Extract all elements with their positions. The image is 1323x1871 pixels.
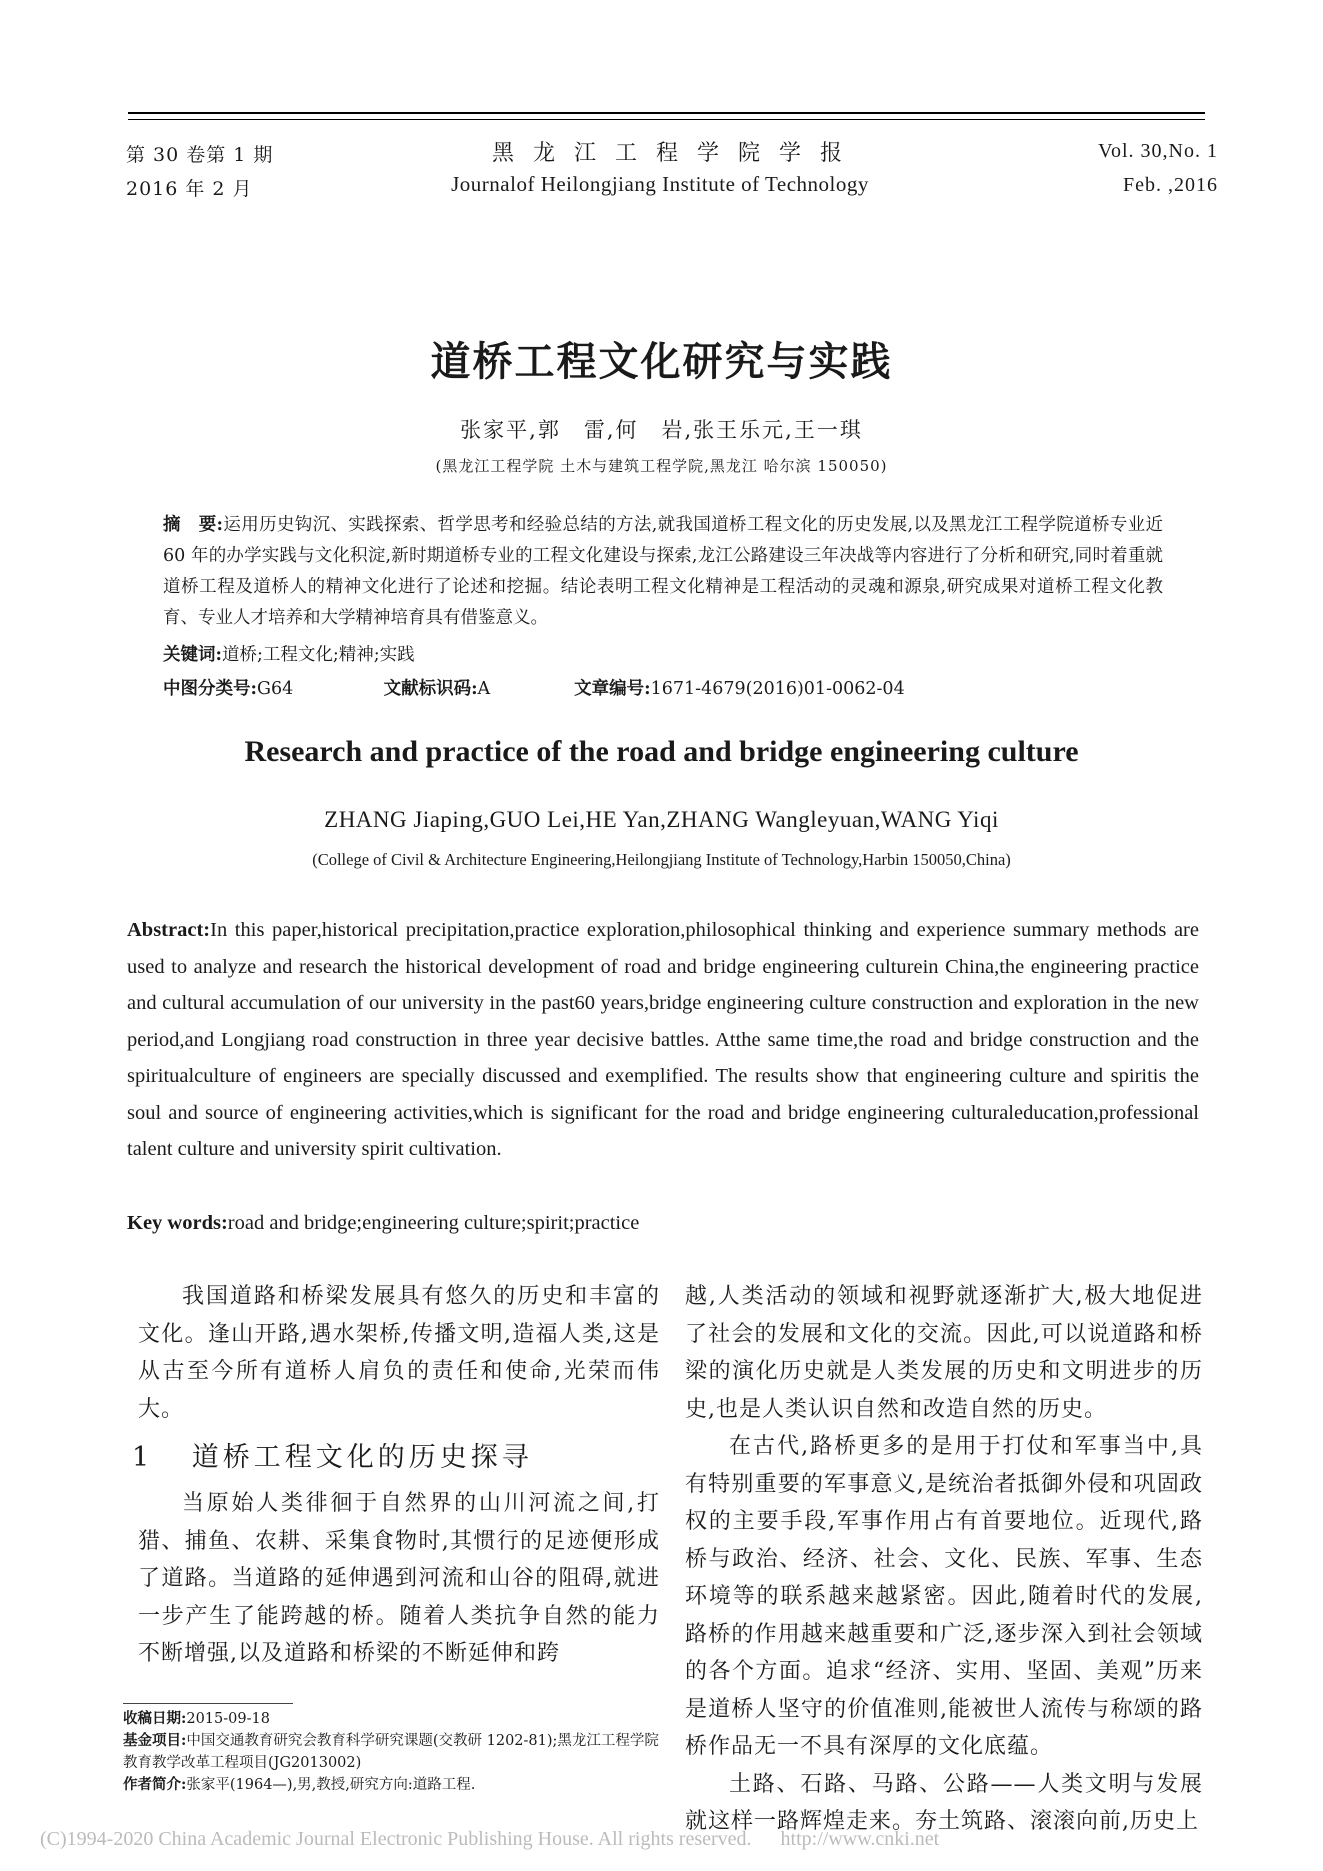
section-1-number: 1 [132,1442,154,1473]
article-no-value: 1671-4679(2016)01-0062-04 [650,679,905,699]
footnote-rule [123,1703,293,1704]
received-date [123,1708,663,1730]
received-label: 收稿日期: [123,1710,187,1727]
journal-name-en: Journalof Heilongjiang Institute of Technology [451,172,869,196]
keywords-en [127,1205,1199,1242]
footnote-block [123,1708,663,1796]
received-value: 2015-09-18 [186,1711,270,1727]
issue-volume: 第 30 卷第 1 期 [126,144,274,166]
issue-date: 2016 年 2 月 [126,178,253,200]
clc-label: 中图分类号: [163,679,257,699]
fund-label: 基金项目: [123,1732,187,1749]
abstract-en-label: Abstract: [127,919,211,941]
body-right-column [685,1278,1203,1841]
header-rule-bottom [128,119,1205,120]
abstract-en [127,912,1199,1168]
authors-en: ZHANG Jiaping,GUO Lei,HE Yan,ZHANG Wangleyuan,WANG Yiqi [324,807,999,832]
doc-code-label: 文献标识码: [383,679,478,699]
doc-code-value: A [477,679,491,699]
abstract-cn-text: 运用历史钩沉、实践探索、哲学思考和经验总结的方法,就我国道桥工程文化的历史发展,以及黑龙江工程学院道桥专业近 60 年的办学实践与文化积淀,新时期道桥专业的工程文化建设与探索,龙江公路建设三年决战等内容进行了分析和研究,同时着重就道桥工程及道桥人的精神文化进行了论述和挖掘。结论表明工程文化精神是工程活动的灵魂和源泉,研究成果对道桥工程文化教育、专业人才培养和大学精神培育具有借鉴意义。 [163,515,1163,628]
journal-name-cn: 黑 龙 江 工 程 学 院 学 报 [492,141,848,166]
keywords-en-label: Key words: [127,1212,228,1234]
right-paragraph-2: 在古代,路桥更多的是用于打仗和军事当中,具有特别重要的军事意义,是统治者抵御外侵和巩固政权的主要手段,军事作用占有首要地位。近现代,路桥与政治、经济、社会、文化、民族、军事、生态环境等的联系越来越紧密。因此,随着时代的发展,路桥的作用越来越重要和广泛,逐步深入到社会领域的各个方面。追求“经济、实用、坚固、美观”历来是道桥人坚守的价值准则,能被世人流传与称颂的路桥作品无一不具有深厚的文化底蕴。 [685,1434,1203,1759]
abstract-en-text: In this paper,historical precipitation,practice exploration,philosophical thinking and experience summary methods are used to analyze and research the historical development of road and bridge engineering culturein China,the engineering practice and cultural accumulation of our university in the past60 years,bridge engineering culture construction and exploration in the new period,and Longjiang road construction in three year decisive battles. Atthe same time,the road and bridge construction and the spiritualculture of engineers are specially discussed and exemplified. The results show that engineering culture and spiritis the soul and source of engineering activities,which is significant for the road and bridge engineering culturaleducation,professional talent culture and university spirit cultivation. [127,919,1199,1160]
copyright-text: (C)1994-2020 China Academic Journal Electronic Publishing House. All rights reserved. [40,1828,752,1850]
clc-value: G64 [256,679,294,699]
author-label: 作者简介: [123,1776,187,1793]
abstract-cn [163,510,1163,634]
article-no-label: 文章编号: [574,679,651,699]
abstract-cn-label: 摘 要: [163,515,224,535]
fund-value: 中国交通教育研究会教育科学研究课题(交教研 1202-81);黑龙江工程学院教育教学改革工程项目(JG2013002) [123,1733,659,1771]
article-title-en: Research and practice of the road and bridge engineering culture [244,735,1079,768]
author-bio [123,1774,663,1796]
section-1-body [138,1485,660,1673]
intro-paragraph: 我国道路和桥梁发展具有悠久的历史和丰富的文化。逢山开路,遇水架桥,传播文明,造福人类,这是从古至今所有道桥人肩负的责任和使命,光荣而伟大。 [138,1284,660,1422]
cnki-link[interactable]: http://www.cnki.net [780,1828,940,1850]
volume-number-en: Vol. 30,No. 1 [1098,140,1218,162]
classification-row [163,674,1163,705]
affiliation-cn: (黑龙江工程学院 土木与建筑工程学院,黑龙江 哈尔滨 150050) [435,457,888,475]
keywords-cn-text: 道桥;工程文化;精神;实践 [221,645,415,665]
article-no-field [574,674,905,705]
body-left-column [138,1278,660,1428]
section-1-paragraph-1: 当原始人类徘徊于自然界的山川河流之间,打猎、捕鱼、农耕、采集食物时,其惯行的足迹便形成了道路。当道路的延伸遇到河流和山谷的阻碍,就进一步产生了能跨越的桥。随着人类抗争自然的能力不断增强,以及道路和桥梁的不断延伸和跨 [138,1491,660,1666]
affiliation-en: (College of Civil & Architecture Engineering,Heilongjiang Institute of Technology,Harbin 150050,China) [312,850,1011,869]
copyright-footer [40,1828,1280,1851]
keywords-cn [163,640,1163,671]
fund-info [123,1730,663,1774]
right-paragraph-1: 越,人类活动的领域和视野就逐渐扩大,极大地促进了社会的发展和文化的交流。因此,可以说道路和桥梁的演化历史就是人类发展的历史和文明进步的历史,也是人类认识自然和改造自然的历史。 [685,1284,1203,1422]
clc-field [163,674,378,705]
header-rule-top [128,112,1205,114]
right-paragraph-3: 土路、石路、马路、公路——人类文明与发展就这样一路辉煌走来。夯土筑路、滚滚向前,历史上 [685,1771,1203,1834]
authors-cn: 张家平,郭 雷,何 岩,张王乐元,王一琪 [460,418,863,442]
section-1-heading [132,1435,533,1474]
issue-date-en: Feb. ,2016 [1123,174,1218,196]
doc-code-field [384,674,569,705]
section-1-title: 道桥工程文化的历史探寻 [191,1442,533,1473]
author-value: 张家平(1964—),男,教授,研究方向:道路工程. [186,1777,476,1793]
keywords-en-text: road and bridge;engineering culture;spirit;practice [227,1212,640,1234]
keywords-cn-label: 关键词: [163,645,222,665]
article-title-cn: 道桥工程文化研究与实践 [430,338,893,385]
